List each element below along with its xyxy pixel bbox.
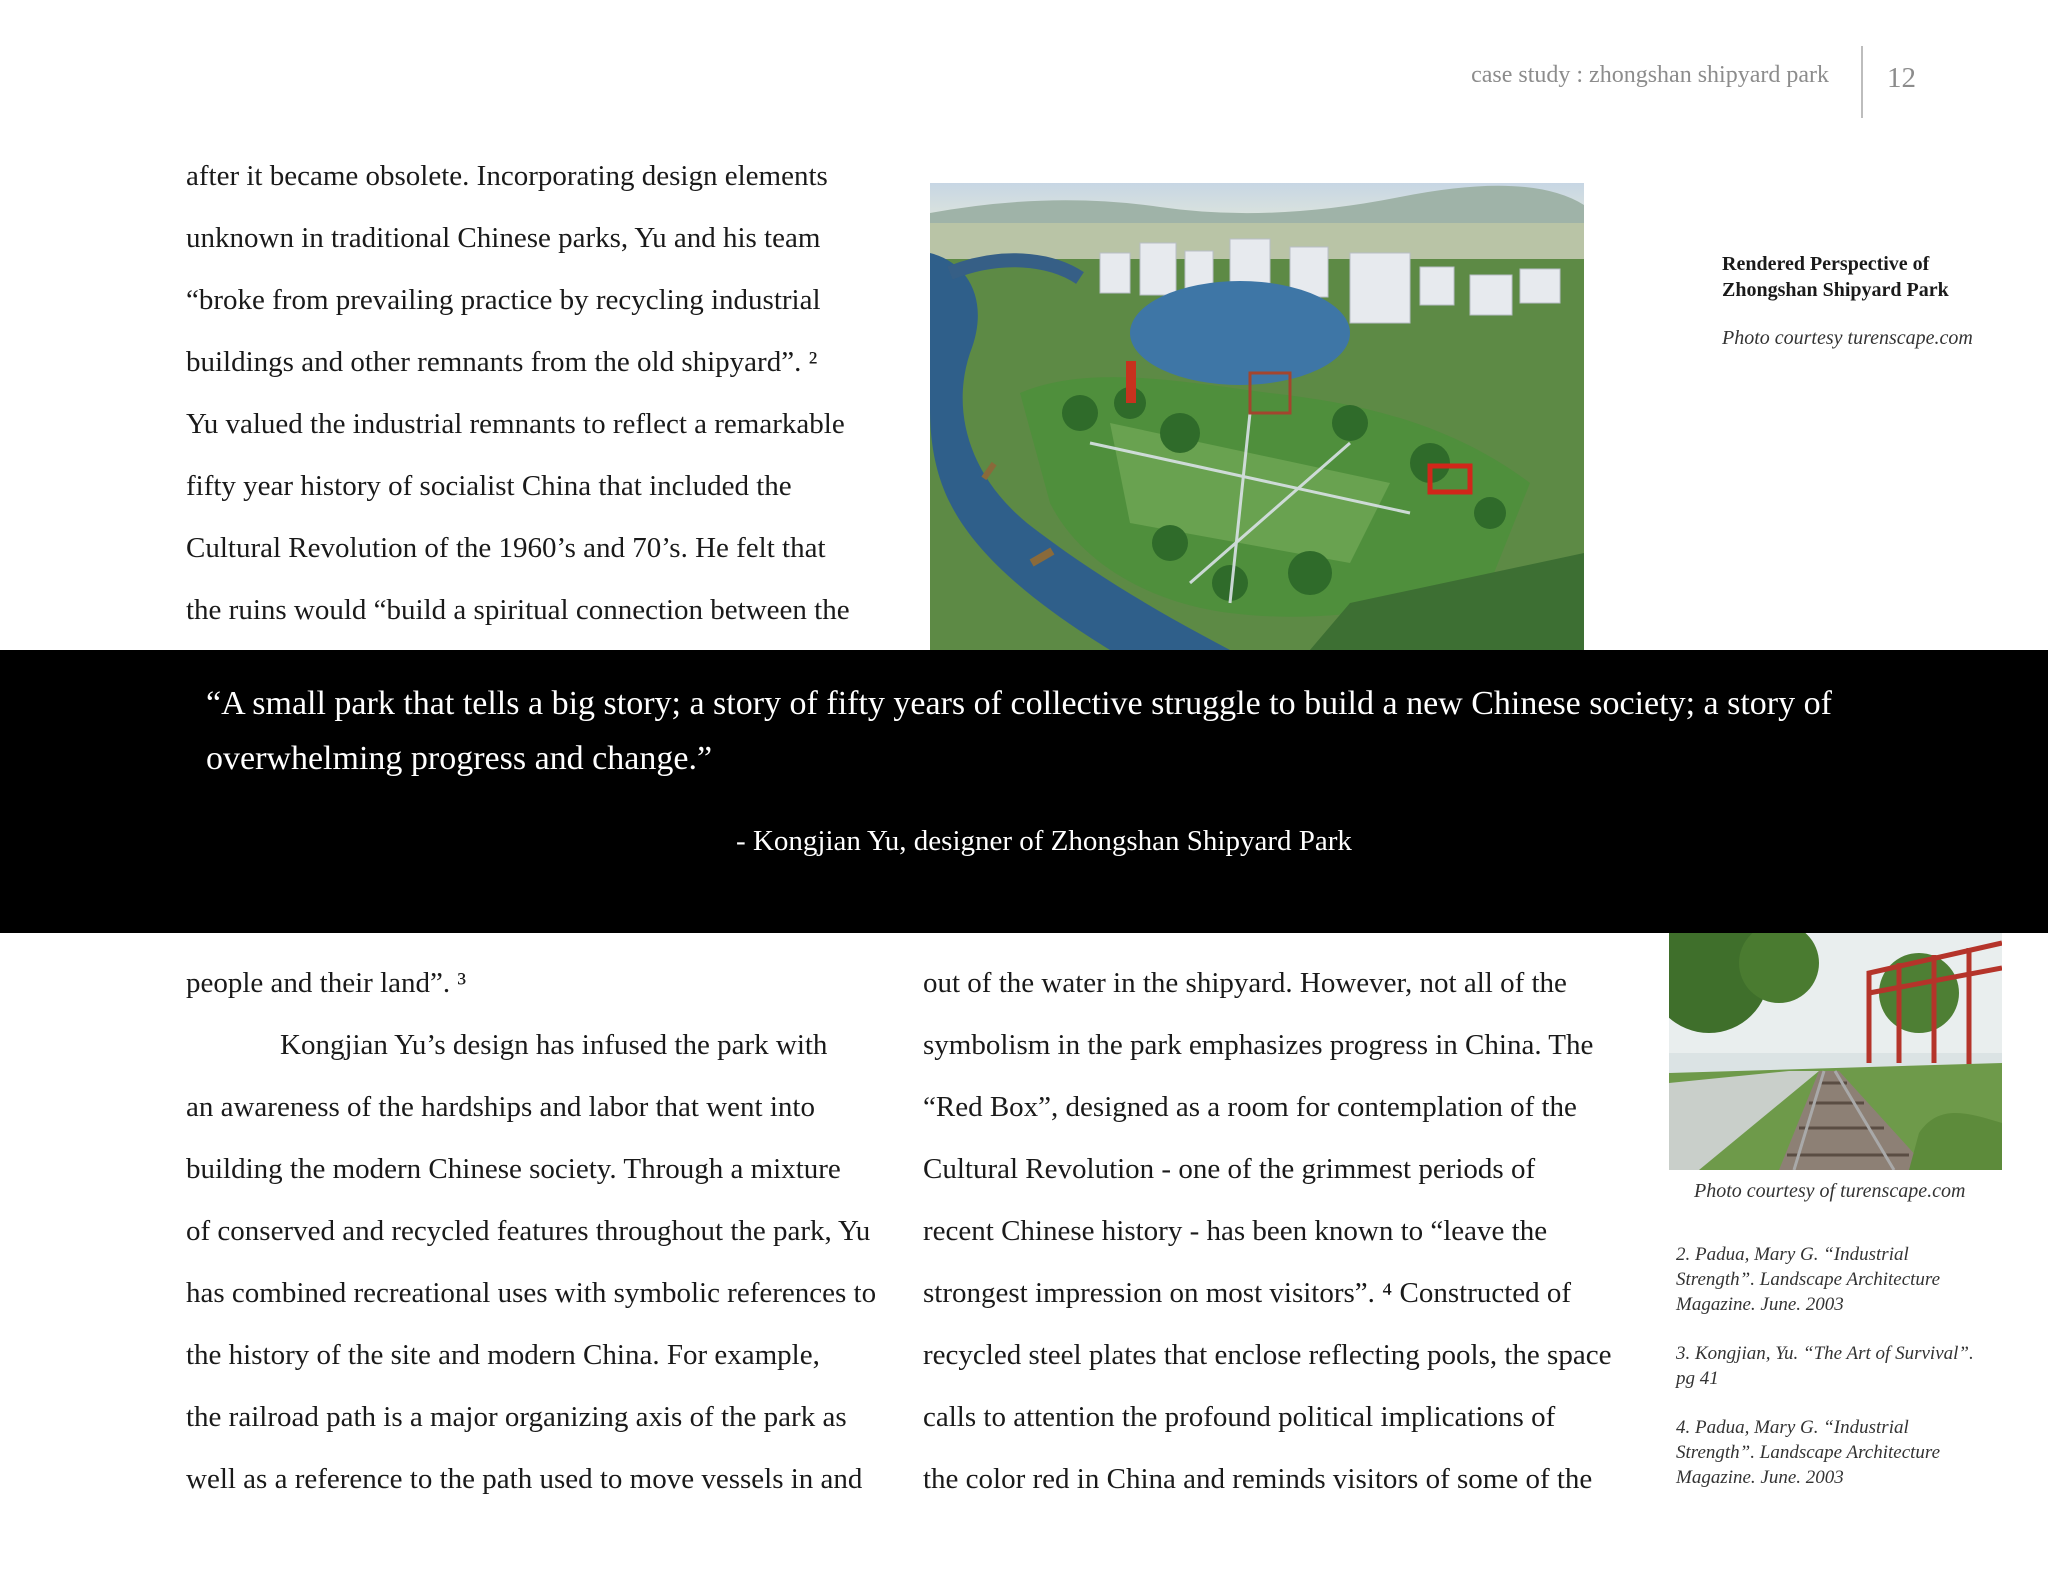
page-number: 12 [1887, 62, 1916, 94]
text-line: after it became obsolete. Incorporating design elements [186, 160, 828, 192]
footnote-line: Magazine. June. 2003 [1676, 1294, 1844, 1315]
body-text-column1-bottom [186, 952, 876, 1510]
footnote-line: 4. Padua, Mary G. “Industrial [1676, 1417, 1909, 1438]
footnote-line: pg 41 [1676, 1368, 1719, 1389]
text-line: people and their land”. ³ [186, 967, 467, 999]
text-line: “broke from prevailing practice by recycling industrial [186, 284, 821, 316]
quote-line: “A small park that tells a big story; a story of fifty years of collective struggle to build a new Chinese society; a story of [206, 685, 1832, 722]
text-line: Cultural Revolution of the 1960’s and 70’s. He felt that [186, 532, 826, 564]
text-line: buildings and other remnants from the old shipyard”. ² [186, 346, 818, 378]
running-header: case study : zhongshan shipyard park [1471, 62, 1829, 88]
text-line: the color red in China and reminds visitors of some of the [923, 1463, 1593, 1495]
text-line: Cultural Revolution - one of the grimmest periods of [923, 1153, 1536, 1185]
figure-caption-title [1722, 251, 1949, 303]
pull-quote-band [0, 650, 2048, 933]
body-text-column1-top [186, 145, 850, 641]
pull-quote-text [206, 676, 1906, 786]
railway-photo-credit: Photo courtesy of turenscape.com [1694, 1180, 1966, 1202]
text-line: calls to attention the profound political implications of [923, 1401, 1556, 1433]
quote-line: overwhelming progress and change.” [206, 740, 713, 777]
text-line: “Red Box”, designed as a room for contemplation of the [923, 1091, 1577, 1123]
text-line: recycled steel plates that enclose reflecting pools, the space [923, 1339, 1612, 1371]
footnote-line: 3. Kongjian, Yu. “The Art of Survival”. [1676, 1343, 1974, 1364]
footnote-2 [1676, 1242, 1974, 1317]
text-line: Yu valued the industrial remnants to reflect a remarkable [186, 408, 845, 440]
text-line: has combined recreational uses with symbolic references to [186, 1277, 877, 1309]
text-line: the history of the site and modern China. For example, [186, 1339, 820, 1371]
text-line: recent Chinese history - has been known to “leave the [923, 1215, 1548, 1247]
text-line: building the modern Chinese society. Through a mixture [186, 1153, 841, 1185]
text-line: strongest impression on most visitors”. ⁴ Constructed of [923, 1277, 1572, 1309]
footnote-line: Strength”. Landscape Architecture [1676, 1269, 1941, 1290]
footnote-line: 2. Padua, Mary G. “Industrial [1676, 1244, 1909, 1265]
figure-photo-credit: Photo courtesy turenscape.com [1722, 327, 1973, 349]
footnote-4 [1676, 1415, 1974, 1490]
caption-line: Rendered Perspective of [1722, 253, 1930, 275]
text-line: well as a reference to the path used to move vessels in and [186, 1463, 863, 1495]
text-line: an awareness of the hardships and labor that went into [186, 1091, 815, 1123]
text-line: Kongjian Yu’s design has infused the park with [280, 1029, 828, 1061]
text-line: the railroad path is a major organizing axis of the park as [186, 1401, 847, 1433]
header-divider [1861, 46, 1863, 118]
body-text-column2-bottom [923, 952, 1611, 1510]
footnote-line: Magazine. June. 2003 [1676, 1467, 1844, 1488]
text-line: of conserved and recycled features throughout the park, Yu [186, 1215, 871, 1247]
aerial-park-image [930, 183, 1584, 650]
footnote-line: Strength”. Landscape Architecture [1676, 1442, 1941, 1463]
footnotes [1676, 1242, 1974, 1514]
text-line: unknown in traditional Chinese parks, Yu and his team [186, 222, 821, 254]
caption-line: Zhongshan Shipyard Park [1722, 279, 1949, 301]
quote-attribution: - Kongjian Yu, designer of Zhongshan Shipyard Park [736, 825, 1352, 857]
text-line: the ruins would “build a spiritual connection between the [186, 594, 850, 626]
text-line: fifty year history of socialist China that included the [186, 470, 792, 502]
text-line: symbolism in the park emphasizes progress in China. The [923, 1029, 1594, 1061]
text-line: out of the water in the shipyard. However, not all of the [923, 967, 1567, 999]
footnote-3 [1676, 1341, 1974, 1391]
railroad-path-image [1669, 933, 2002, 1170]
